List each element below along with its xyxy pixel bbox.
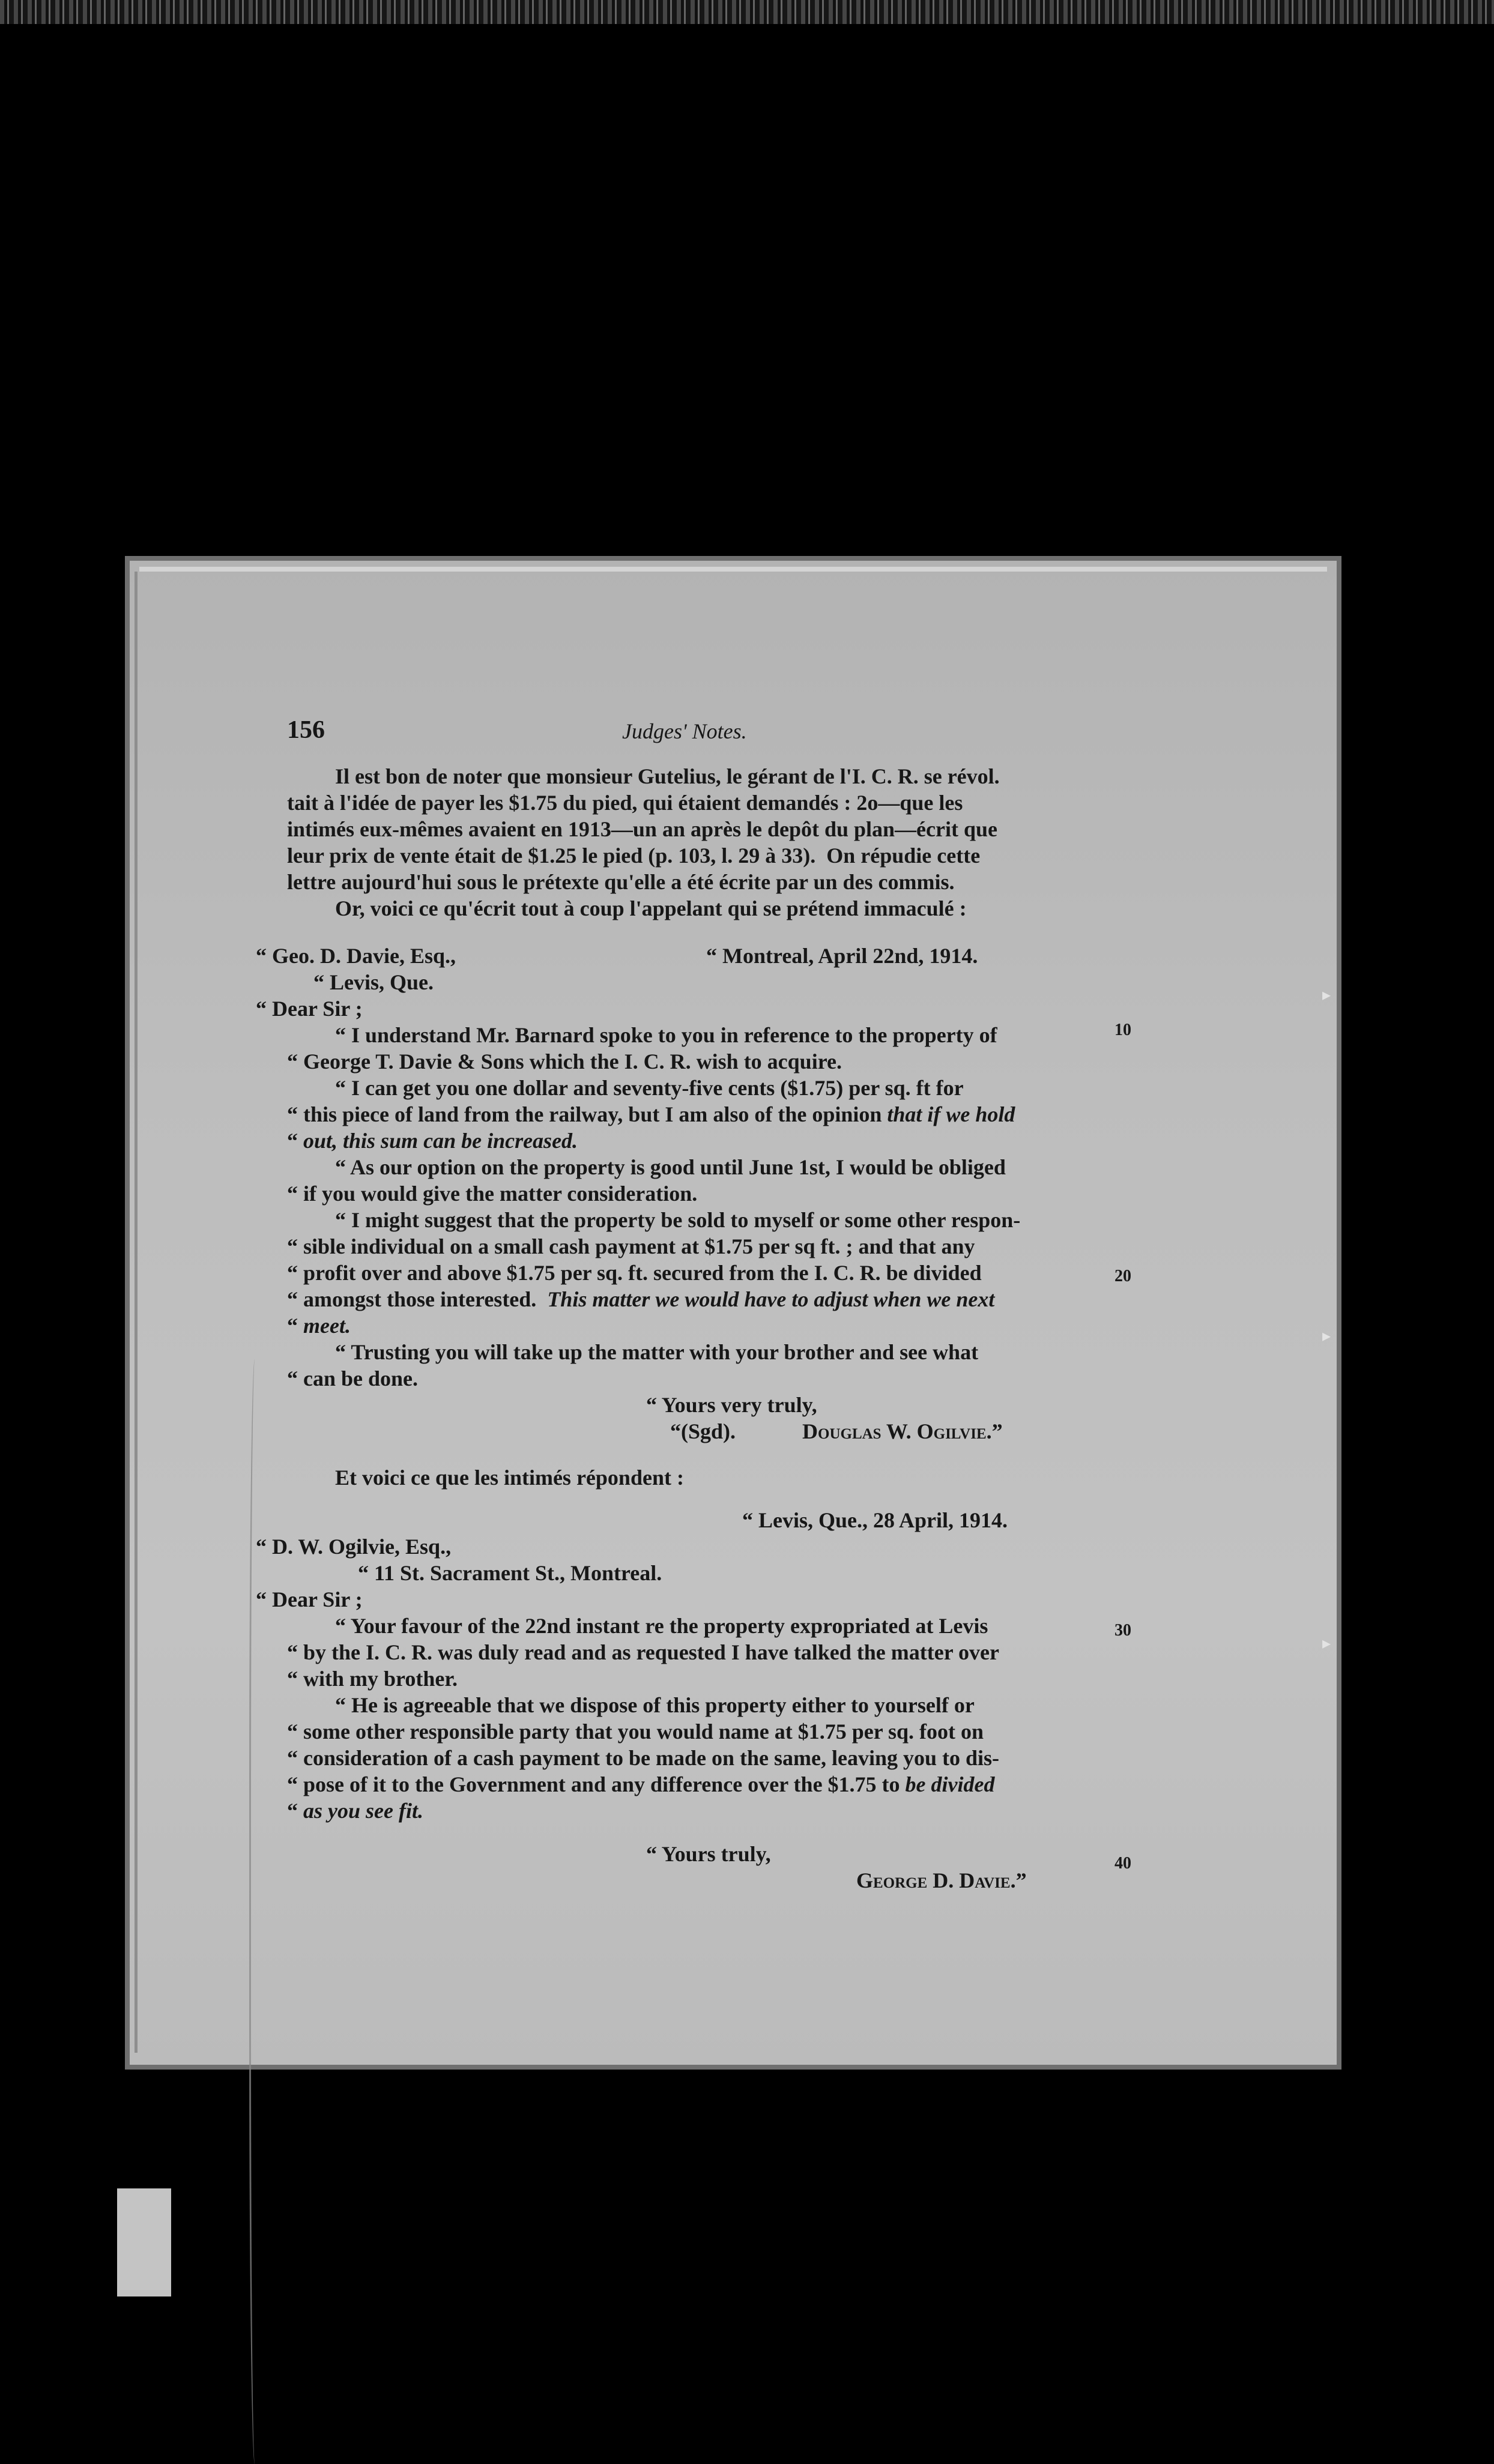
letter1-sig-prefix: “(Sgd).: [670, 1419, 736, 1443]
document-page: [130, 561, 1337, 2065]
letter1-line-7: “ if you would give the matter consideration.: [287, 1182, 698, 1206]
intro-line-6: Or, voici ce qu'écrit tout à coup l'appelant qui se prétend immaculé :: [335, 896, 967, 920]
scan-top-edge: [0, 0, 1494, 24]
letter1-line-6: “ As our option on the property is good until June 1st, I would be obliged: [335, 1155, 1006, 1179]
letter1-signature: Douglas W. Ogilvie.”: [802, 1419, 1003, 1443]
intro-line-1: Il est bon de noter que monsieur Gutelius, le gérant de l'I. C. R. se révol.: [335, 764, 1000, 788]
letter1-italic-1: that if we hold: [887, 1102, 1015, 1126]
line-number-40: 40: [1114, 1854, 1131, 1873]
edge-tick-mark: ▸: [1322, 1327, 1331, 1345]
letter1-italic-4: meet.: [303, 1314, 351, 1338]
edge-tick-mark: ▸: [1322, 986, 1331, 1004]
letter1-line-3: “ I can get you one dollar and seventy-five cents ($1.75) per sq. ft for: [335, 1076, 964, 1100]
letter1-line-12: [287, 1312, 351, 1339]
letter1-addressee: “ Geo. D. Davie, Esq.,: [256, 944, 456, 968]
line-number-10: 10: [1114, 1021, 1131, 1039]
letter2-address: “ 11 St. Sacrament St., Montreal.: [358, 1561, 662, 1585]
line-number-30: 30: [1114, 1621, 1131, 1640]
letter2-italic-2: as you see fit.: [303, 1799, 423, 1823]
letter1-line-14: “ can be done.: [287, 1366, 419, 1391]
letter1-line-4: [287, 1101, 1015, 1128]
letter1-dateline: “ Montreal, April 22nd, 1914.: [706, 944, 978, 968]
letter1-line-1: “ I understand Mr. Barnard spoke to you in reference to the property of: [335, 1023, 997, 1047]
intro-line-5: lettre aujourd'hui sous le prétexte qu'elle a été écrite par un des commis.: [287, 870, 955, 894]
letter1-line-10: “ profit over and above $1.75 per sq. ft. secured from the I. C. R. be divided: [287, 1261, 982, 1285]
letter2-line-8-quote: “: [287, 1799, 303, 1823]
letter2-line-6: “ consideration of a cash payment to be made on the same, leaving you to dis-: [287, 1746, 999, 1770]
letter2-addressee: “ D. W. Ogilvie, Esq.,: [256, 1535, 452, 1559]
letter1-line-11-text: “ amongst those interested.: [287, 1287, 548, 1311]
letter2-salutation: “ Dear Sir ;: [256, 1587, 363, 1611]
intro-line-3: intimés eux-mêmes avaient en 1913—un an après le depôt du plan—écrit que: [287, 817, 997, 841]
letter2-line-8: [287, 1798, 423, 1824]
letter1-line-8: “ I might suggest that the property be sold to myself or some other respon-: [335, 1208, 1021, 1232]
letter2-line-7: [287, 1771, 995, 1798]
letter1-place: “ Levis, Que.: [313, 970, 434, 994]
letter2-closing: “ Yours truly,: [646, 1842, 771, 1866]
letter2-line-2: “ by the I. C. R. was duly read and as requested I have talked the matter over: [287, 1640, 1000, 1664]
scan-calibration-strip: [117, 2188, 171, 2296]
letter1-line-11: [287, 1286, 994, 1312]
letter1-line-5-quote: “: [287, 1129, 303, 1153]
edge-tick-mark: ▸: [1322, 1634, 1331, 1653]
line-number-20: 20: [1114, 1267, 1131, 1285]
letter1-italic-2: out, this sum can be increased.: [303, 1129, 578, 1153]
intro-line-4: leur prix de vente était de $1.25 le pied (p. 103, l. 29 à 33). On répudie cette: [287, 844, 981, 868]
middle-text: Et voici ce que les intimés répondent :: [335, 1466, 684, 1490]
letter2-signature: George D. Davie.”: [856, 1868, 1027, 1892]
letter2-line-4: “ He is agreeable that we dispose of this property either to yourself or: [335, 1693, 975, 1717]
pencil-margin-mark: [249, 1359, 263, 2464]
letter1-line-2: “ George T. Davie & Sons which the I. C. R. wish to acquire.: [287, 1049, 842, 1073]
letter1-closing: “ Yours very truly,: [646, 1393, 817, 1417]
letter1-line-12-quote: “: [287, 1314, 303, 1338]
letter1-line-5: [287, 1128, 578, 1154]
letter2-italic-1: be divided: [905, 1772, 995, 1796]
letter2-line-5: “ some other responsible party that you would name at $1.75 per sq. foot on: [287, 1720, 984, 1744]
letter2-line-3: “ with my brother.: [287, 1667, 458, 1691]
letter1-line-4-text: “ this piece of land from the railway, but I am also of the opinion: [287, 1102, 888, 1126]
page-number: 156: [287, 716, 325, 744]
letter2-line-1: “ Your favour of the 22nd instant re the property expropriated at Levis: [335, 1614, 988, 1638]
letter2-line-7-text: “ pose of it to the Government and any difference over the $1.75 to: [287, 1772, 906, 1796]
intro-line-2: tait à l'idée de payer les $1.75 du pied, qui étaient demandés : 2o—que les: [287, 791, 963, 815]
letter1-italic-3: This matter we would have to adjust when we next: [547, 1287, 995, 1311]
letter1-line-13: “ Trusting you will take up the matter with your brother and see what: [335, 1340, 979, 1364]
letter2-dateline: “ Levis, Que., 28 April, 1914.: [742, 1508, 1008, 1532]
letter1-line-9: “ sible individual on a small cash payment at $1.75 per sq ft. ; and that any: [287, 1234, 975, 1258]
running-head: Judges' Notes.: [622, 719, 747, 743]
letter1-salutation: “ Dear Sir ;: [256, 997, 363, 1021]
